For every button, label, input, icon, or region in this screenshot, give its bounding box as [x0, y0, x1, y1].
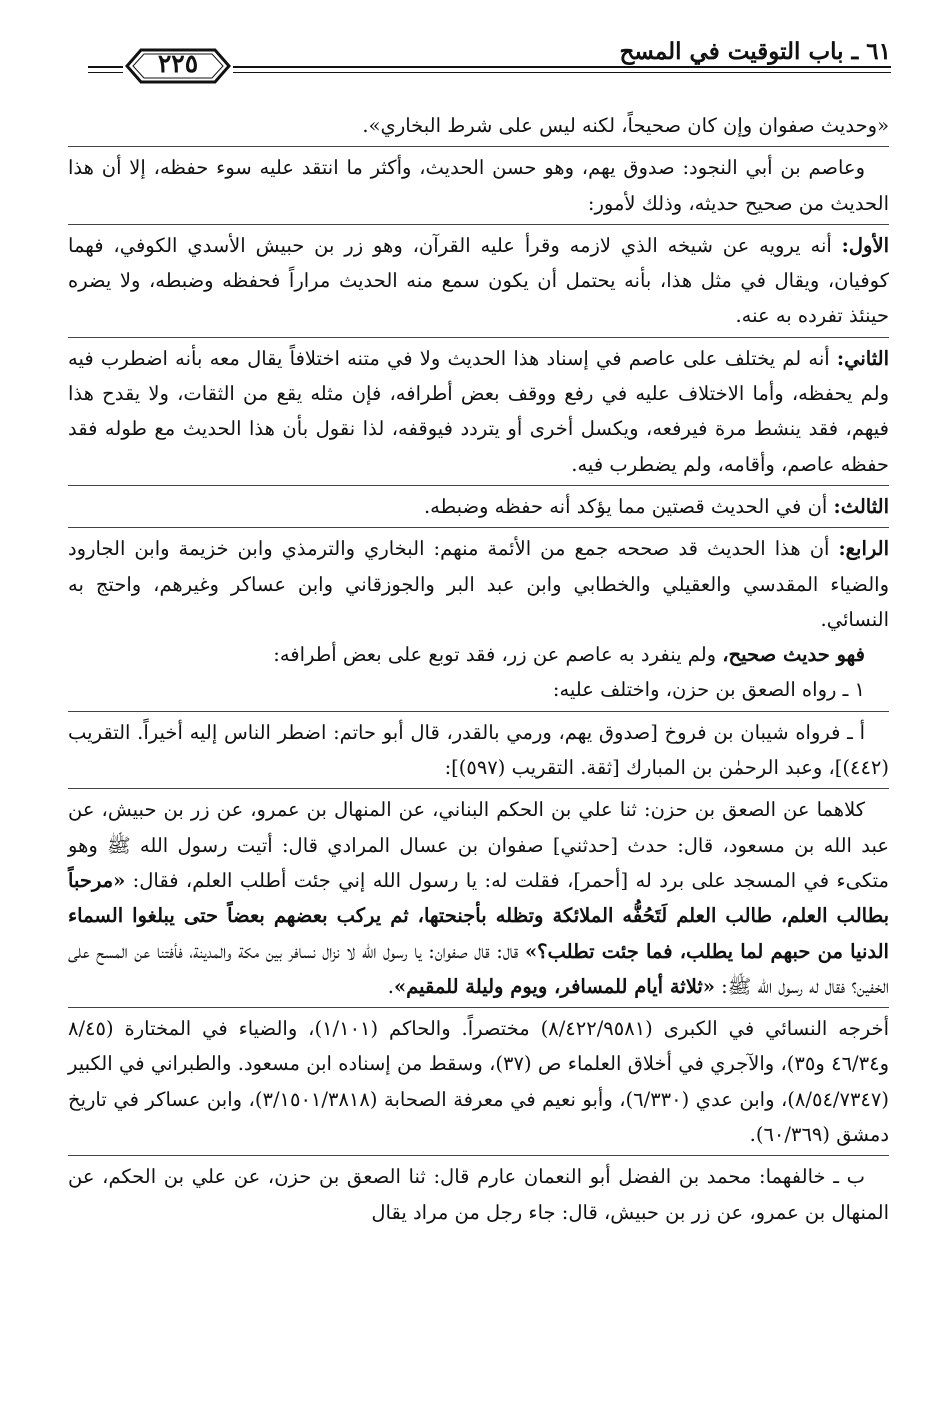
page-number: ٢٢٥ [157, 49, 199, 78]
paragraph-text: «وحديث صفوان وإن كان صحيحاً، لكنه ليس على شرط البخاري». [362, 114, 889, 137]
paragraph-asim [68, 150, 889, 221]
paragraph-text: ب ـ خالفهما: محمد بن الفضل أبو النعمان عارم قال: ثنا الصعق بن حزن، عن علي بن الحكم، عن المنهال بن عمرو، عن زر بن حبيش، قال: جاء رجل من مراد يقال [68, 1165, 889, 1224]
paragraph-takhrij [68, 1011, 889, 1152]
point-label: الثالث: [833, 494, 889, 518]
point-label: الرابع: [838, 537, 889, 561]
section-divider [68, 788, 889, 789]
paragraph-text: ١ ـ رواه الصعق بن حزن، واختلف عليه: [552, 678, 865, 702]
section-divider [68, 1155, 889, 1156]
section-divider [68, 527, 889, 528]
paragraph-fourth [68, 531, 889, 637]
point-label: الثاني: [836, 346, 889, 370]
hadith-quote: «ثلاثة أيام للمسافر، ويوم وليلة للمقيم» [393, 974, 715, 998]
section-divider [68, 146, 889, 147]
paragraph-text: أنه يرويه عن شيخه الذي لازمه وقرأ عليه القرآن، وهو زر بن حبيش الأسدي الكوفي، فهما كوفيان، ويقال في مثل هذا، بأنه يحتمل أن يكون سمع منه الحديث مراراً فحفظه وضبطه، ولا يضره حينئذ تفرده به عنه. [68, 233, 889, 328]
paragraph-text: ولم ينفرد به عاصم عن زر، فقد توبع على بعض أطرافه: [273, 643, 723, 667]
paragraph-first [68, 228, 889, 334]
point-label: الأول: [841, 233, 889, 257]
hadith-text: . [387, 974, 394, 998]
conclusion-label: فهو حديث صحيح، [722, 643, 865, 667]
paragraph-narration-b [68, 1159, 889, 1230]
page-number-ornament [123, 46, 233, 86]
section-divider [68, 485, 889, 486]
hadith-quote: «مرحباً بطالب العلم، طالب العلم لَتَحُفُّه الملائكة وتظله بأجنحتها، ثم يركب بعضهم بعضاً حتى يبلغوا السماء الدنيا من حبهم لما يطلب، فما جئت تطلب؟» [68, 868, 889, 963]
paragraph-narration-a [68, 715, 889, 786]
paragraph-hadith [68, 792, 889, 1004]
paragraph-text: أن في الحديث قصتين مما يؤكد أنه حفظه وضبطه. [423, 494, 834, 518]
paragraph-quote-hakim [68, 108, 889, 143]
body-text [68, 108, 889, 1230]
hadith-text: قال: قال صفوان: يا رسول الله لا نزال نسافر بين مكة والمدينة، فأفتنا عن المسح على الخفين؟ فقال له رسول الله ﷺ: [68, 939, 889, 998]
section-divider [68, 711, 889, 712]
section-divider [68, 224, 889, 225]
section-divider [68, 337, 889, 338]
header-rule [233, 66, 891, 73]
paragraph-text: وعاصم بن أبي النجود: صدوق يهم، وهو حسن الحديث، وأكثر ما انتقد عليه سوء حفظه، إلا أن هذا الحديث من صحيح حديثه، وذلك لأمور: [68, 156, 889, 215]
chapter-title: ٦١ ـ باب التوقيت في المسح [619, 38, 891, 65]
paragraph-text: أنه لم يختلف على عاصم في إسناد هذا الحديث ولا في متنه اختلافاً يقال معه بأنه اضطرب فيه ولم يحفظه، وأما الاختلاف عليه في رفع ووقف بعض أطرافه، فإن مثله يقع من الثقات، ولا يقدح هذا فيهم، فقد ينشط مرة فيرفعه، ويكسل أخرى أو يتردد فيوقفه، لذا نقول بأن هذا الحديث مع طوله فقد حفظه عاصم، وأقامه، ولم يضطرب فيه. [68, 346, 889, 476]
paragraph-narration-1 [68, 672, 889, 707]
paragraph-conclusion [68, 637, 889, 672]
paragraph-third [68, 489, 889, 524]
paragraph-text: أخرجه النسائي في الكبرى (٨/٤٢٢/٩٥٨١) مختصراً. والحاكم (١/١٠١)، والضياء في المختارة (٨/٤٥ و٤٦/٣٤ و٣٥)، والآجري في أخلاق العلماء ص (٣٧)، وسقط من إسناده ابن مسعود. والطبراني في الكبير (٨/٥٤/٧٣٤٧)، وابن عدي (٦/٣٣٠)، وأبو نعيم في معرفة الصحابة (٣/١٥٠١/٣٨١٨)، وابن عساكر في تاريخ دمشق (٦٠/٣٦٩). [68, 1017, 889, 1147]
hadith-text: كلاهما عن الصعق بن حزن: ثنا علي بن الحكم البناني، عن المنهال بن عمرو، عن زر بن حبيش، عن عبد الله بن مسعود، قال: حدث [حدثني] صفوان بن عسال المرادي قال: أتيت رسول الله ﷺ وهو متكىء في المسجد على برد له [أحمر]، فقلت له: يا رسول الله إني جئت أطلب العلم، فقال: [68, 798, 889, 892]
paragraph-second [68, 341, 889, 482]
section-divider [68, 1007, 889, 1008]
page-header [68, 36, 891, 106]
paragraph-text: أن هذا الحديث قد صححه جمع من الأئمة منهم: البخاري والترمذي وابن خزيمة وابن الجارود والضياء المقدسي والعقيلي والخطابي وابن عبد البر والجوزقاني وابن عساكر وغيرهم، واحتج به النسائي. [68, 537, 889, 631]
header-rule-left [88, 66, 123, 73]
paragraph-text: أ ـ فرواه شيبان بن فروخ [صدوق يهم، ورمي بالقدر، قال أبو حاتم: اضطر الناس إليه أخيراً. التقريب (٤٤٢)]، وعبد الرحمٰن بن المبارك [ثقة. التقريب (٥٩٧)]: [68, 720, 889, 780]
